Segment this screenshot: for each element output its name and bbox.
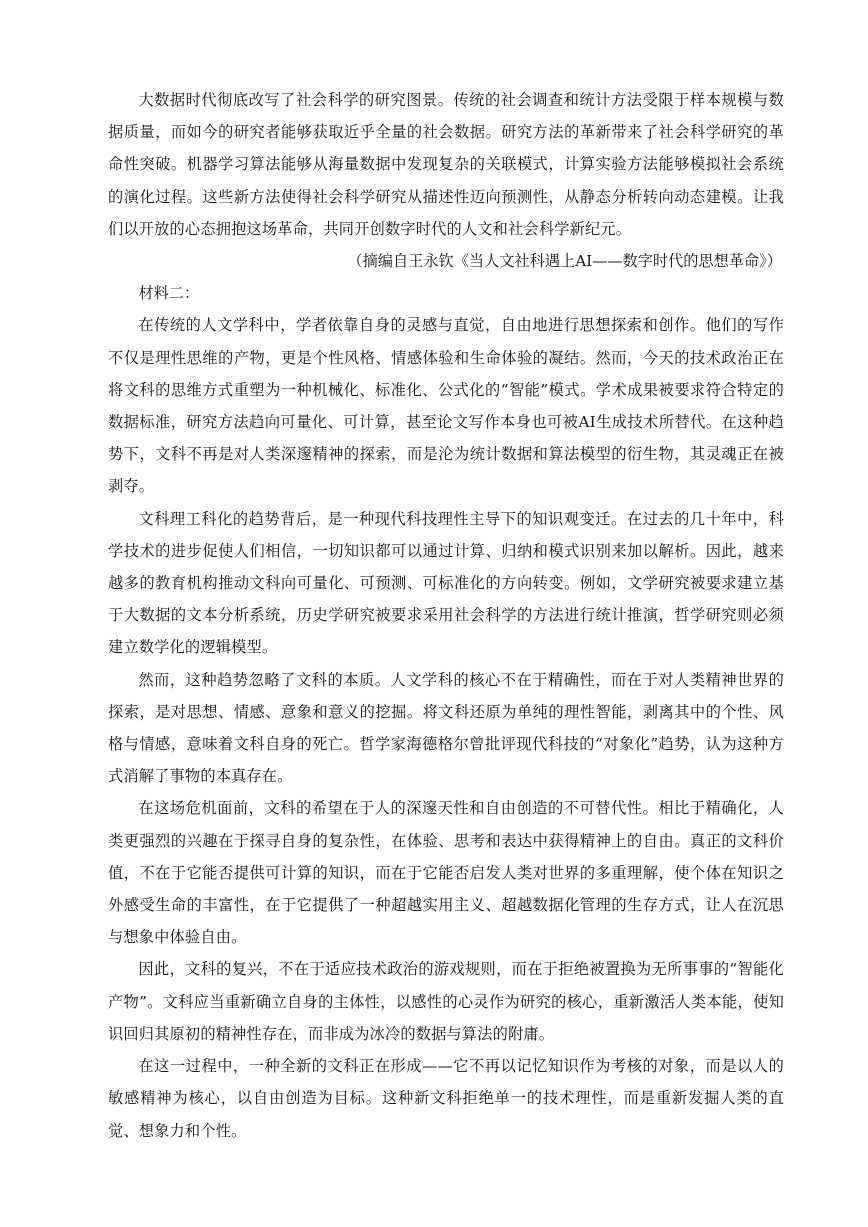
paragraph: 在传统的人文学科中，学者依靠自身的灵感与直觉，自由地进行思想探索和创作。他们的写作不仅是理性思维的产物，更是个性风格、情感体验和生命体验的凝结。然而，今天的技术政治正在将文科的思维方式重塑为一种机械化、标准化、公式化的“智能”模式。学术成果被要求符合特定的数据标准，研究方法趋向可量化、可计算，甚至论文写作本身也可被AI生成技术所替代。在这种趋势下，文科不再是对人类深邃精神的探索，而是沦为统计数据和算法模型的衍生物，其灵魂正在被剥夺。 — [108, 316, 784, 496]
paragraph: 然而，这种趋势忽略了文科的本质。人文学科的核心不在于精确性，而在于对人类精神世界的探索，是对思想、情感、意象和意义的挖掘。将文科还原为单纯的理性智能，剥离其中的个性、风格与情感，意味着文科自身的死亡。哲学家海德格尔曾批评现代科技的“对象化”趋势，认为这种方式消解了事物的本真存在。 — [108, 670, 784, 786]
document-body — [108, 84, 784, 1147]
paragraph: 因此，文科的复兴，不在于适应技术政治的游戏规则，而在于拒绝被置换为无所事事的“智能化产物”。文科应当重新确立自身的主体性，以感性的心灵作为研究的核心，重新激活人类本能，使知识回归其原初的精神性存在，而非成为冰冷的数据与算法的附庸。 — [108, 960, 784, 1043]
paragraph: 在这一过程中，一种全新的文科正在形成——它不再以记忆知识作为考核的对象，而是以人的敏感精神为核心，以自由创造为目标。这种新文科拒绝单一的技术理性，而是重新发掘人类的直觉、想象力和个性。 — [108, 1057, 784, 1140]
material-two-heading: 材料二： — [138, 284, 200, 303]
paragraph: 文科理工科化的趋势背后，是一种现代科技理性主导下的知识观变迁。在过去的几十年中，科学技术的进步促使人们相信，一切知识都可以通过计算、归纳和模式识别来加以解析。因此，越来越多的教育机构推动文科向可量化、可预测、可标准化的方向转变。例如，文学研究被要求建立基于大数据的文本分析系统，历史学研究被要求采用社会科学的方法进行统计推演，哲学研究则必须建立数学化的逻辑模型。 — [108, 509, 784, 657]
paragraph-intro: 大数据时代彻底改写了社会科学的研究图景。传统的社会调查和统计方法受限于样本规模与数据质量，而如今的研究者能够获取近乎全量的社会数据。研究方法的革新带来了社会科学研究的革命性突破。机器学习算法能够从海量数据中发现复杂的关联模式，计算实验方法能够模拟社会系统的演化过程。这些新方法使得社会科学研究从描述性迈向预测性，从静态分析转向动态建模。让我们以开放的心态拥抱这场革命，共同开创数字时代的人文和社会科学新纪元。 — [108, 91, 784, 238]
citation-source: （摘编自王永钦《当人文社科遇上AI——数字时代的思想革命》） — [347, 252, 782, 271]
paragraph: 在这场危机面前，文科的希望在于人的深邃天性和自由创造的不可替代性。相比于精确化，人类更强烈的兴趣在于探寻自身的复杂性，在体验、思考和表达中获得精神上的自由。真正的文科价值，不在于它能否提供可计算的知识，而在于它能否启发人类对世界的多重理解，使个体在知识之外感受生命的丰富性，在于它提供了一种超越实用主义、超越数据化管理的生存方式，让人在沉思与想象中体验自由。 — [108, 799, 784, 947]
